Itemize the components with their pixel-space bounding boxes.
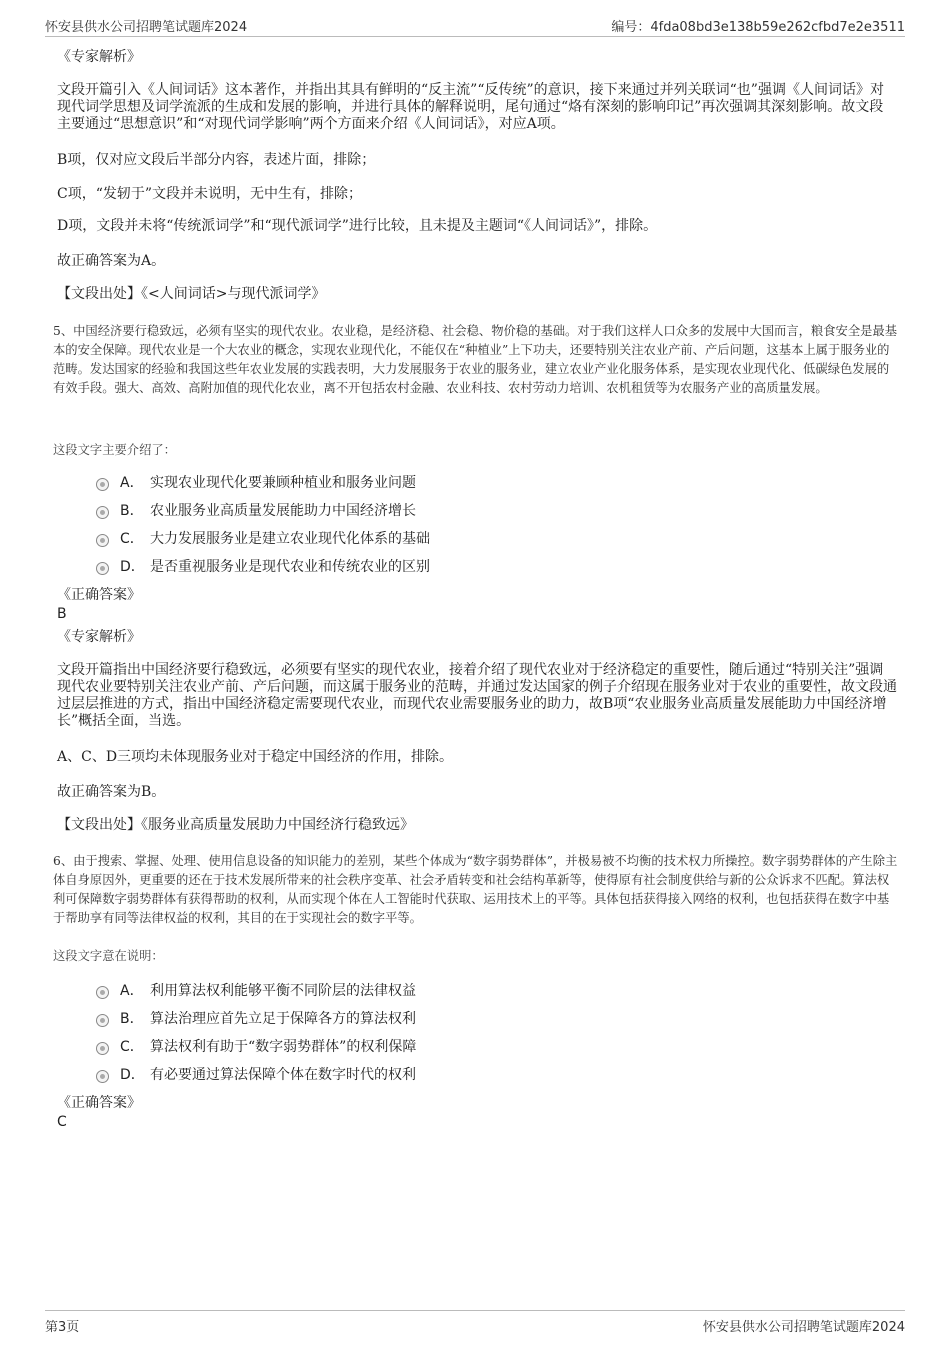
radio-icon[interactable] <box>96 986 109 999</box>
q5-conclusion: 故正确答案为B。 <box>57 784 166 800</box>
q5-option-d[interactable]: D． 是否重视服务业是现代农业和传统农业的区别 <box>96 552 856 580</box>
q6-answer: C <box>57 1114 67 1130</box>
q6-question-text: 6、由于搜索、掌握、处理、使用信息设备的知识能力的差别，某些个体成为“数字弱势群体”，并极易被不均衡的技术权力所操控。数字弱势群体的产生除主体自身原因外，更重要的还在于技术发展所带来的社会秩序变革、社会矛盾转变和社会结构革新等，使得原有社会制度供给与新的公众诉求不匹配。算法权利可保障数字弱势群体有获得帮助的权利，从而实现个体在人工智能时代获取、运用技术上的平等。具体包括获得接入网络的权利，也包括获得在数字中基于帮助享有同等法律权益的权利，其目的在于实现社会的数字平等。 <box>53 854 898 925</box>
q6-option-a[interactable]: A． 利用算法权利能够平衡不同阶层的法律权益 <box>96 976 856 1004</box>
footer-title: 怀安县供水公司招聘笔试题库2024 <box>702 1320 905 1335</box>
q5-option-c[interactable]: C． 大力发展服务业是建立农业现代化体系的基础 <box>96 524 856 552</box>
q5-answer: B <box>57 606 67 622</box>
page-number: 第3页 <box>45 1320 80 1335</box>
page-footer <box>45 1310 905 1333</box>
radio-icon[interactable] <box>96 1014 109 1027</box>
q6-answer-label: 《正确答案》 <box>57 1095 141 1111</box>
q5-analysis: 文段开篇指出中国经济要行稳致远，必须要有坚实的现代农业，接着介绍了现代农业对于经济稳定的重要性，随后通过“特别关注”强调现代农业要特别关注农业产前、产后问题，而这属于服务业的范畴，并通过发达国家的例子介绍现在服务业对于农业的重要性，故文段通过层层推进的方式，指出中国经济稳定需要现代农业，而现代农业需要服务业的助力，故B项“农业服务业高质量发展能助力中国经济增长”概括全面，当选。 <box>57 662 897 729</box>
q5-option-a[interactable]: A． 实现农业现代化要兼顾种植业和服务业问题 <box>96 468 856 496</box>
radio-icon[interactable] <box>96 478 109 491</box>
q6-option-b[interactable]: B． 算法治理应首先立足于保障各方的算法权利 <box>96 1004 856 1032</box>
q6-option-d[interactable]: D． 有必要通过算法保障个体在数字时代的权利 <box>96 1060 856 1088</box>
page-header <box>45 14 905 37</box>
q4-note-b: B项，仅对应文段后半部分内容，表述片面，排除； <box>57 152 376 168</box>
q5-prompt: 这段文字主要介绍了： <box>53 443 176 457</box>
q5-analysis-label: 《专家解析》 <box>57 629 141 645</box>
q5-option-b[interactable]: B． 农业服务业高质量发展能助力中国经济增长 <box>96 496 856 524</box>
q6-option-c[interactable]: C． 算法权利有助于“数字弱势群体”的权利保障 <box>96 1032 856 1060</box>
radio-icon[interactable] <box>96 562 109 575</box>
radio-icon[interactable] <box>96 506 109 519</box>
q5-note: A、C、D三项均未体现服务业对于稳定中国经济的作用，排除。 <box>57 749 454 765</box>
q4-analysis: 文段开篇引入《人间词话》这本著作，并指出其具有鲜明的“反主流”“反传统”的意识，接下来通过并列关联词“也”强调《人间词话》对现代词学思想及词学流派的生成和发展的影响，并进行具体的解释说明，尾句通过“烙有深刻的影响印记”再次强调其深刻影响。故文段主要通过“思想意识”和“对现代词学影响”两个方面来介绍《人间词话》，对应A项。 <box>57 82 884 132</box>
q4-analysis-label: 《专家解析》 <box>57 49 141 65</box>
radio-icon[interactable] <box>96 1042 109 1055</box>
document-id: 编号：4fda08bd3e138b59e262cfbd7e2e3511 <box>611 20 905 35</box>
q5-source: 【文段出处】《服务业高质量发展助力中国经济行稳致远》 <box>57 817 414 833</box>
q4-note-c: C项，“发轫于”文段并未说明，无中生有，排除； <box>57 186 363 202</box>
header-title: 怀安县供水公司招聘笔试题库2024 <box>45 20 248 35</box>
q5-options <box>96 468 856 580</box>
q5-answer-label: 《正确答案》 <box>57 587 141 603</box>
q4-note-d: D项，文段并未将“传统派词学”和“现代派词学”进行比较，且未提及主题词“《人间词话》”，排除。 <box>57 218 658 234</box>
q5-question-text: 5、中国经济要行稳致远，必须有坚实的现代农业。农业稳，是经济稳、社会稳、物价稳的基础。对于我们这样人口众多的发展中大国而言，粮食安全是最基本的安全保障。现代农业是一个大农业的概念，实现农业现代化，不能仅在“种植业”上下功夫，还要特别关注农业产前、产后问题，这基本上属于服务业的范畴。发达国家的经验和我国这些年农业发展的实践表明，大力发展服务于农业的服务业，建立农业产业化服务体系，是实现农业现代化、低碳绿色发展的有效手段。强大、高效、高附加值的现代化农业，离不开包括农村金融、农业科技、农村劳动力培训、农机租赁等为农服务产业的高质量发展。 <box>53 324 898 395</box>
q6-prompt: 这段文字意在说明： <box>53 949 164 963</box>
radio-icon[interactable] <box>96 1070 109 1083</box>
q6-options <box>96 976 856 1088</box>
radio-icon[interactable] <box>96 534 109 547</box>
q4-conclusion: 故正确答案为A。 <box>57 253 166 269</box>
q4-source: 【文段出处】《<人间词话>与现代派词学》 <box>57 286 326 302</box>
